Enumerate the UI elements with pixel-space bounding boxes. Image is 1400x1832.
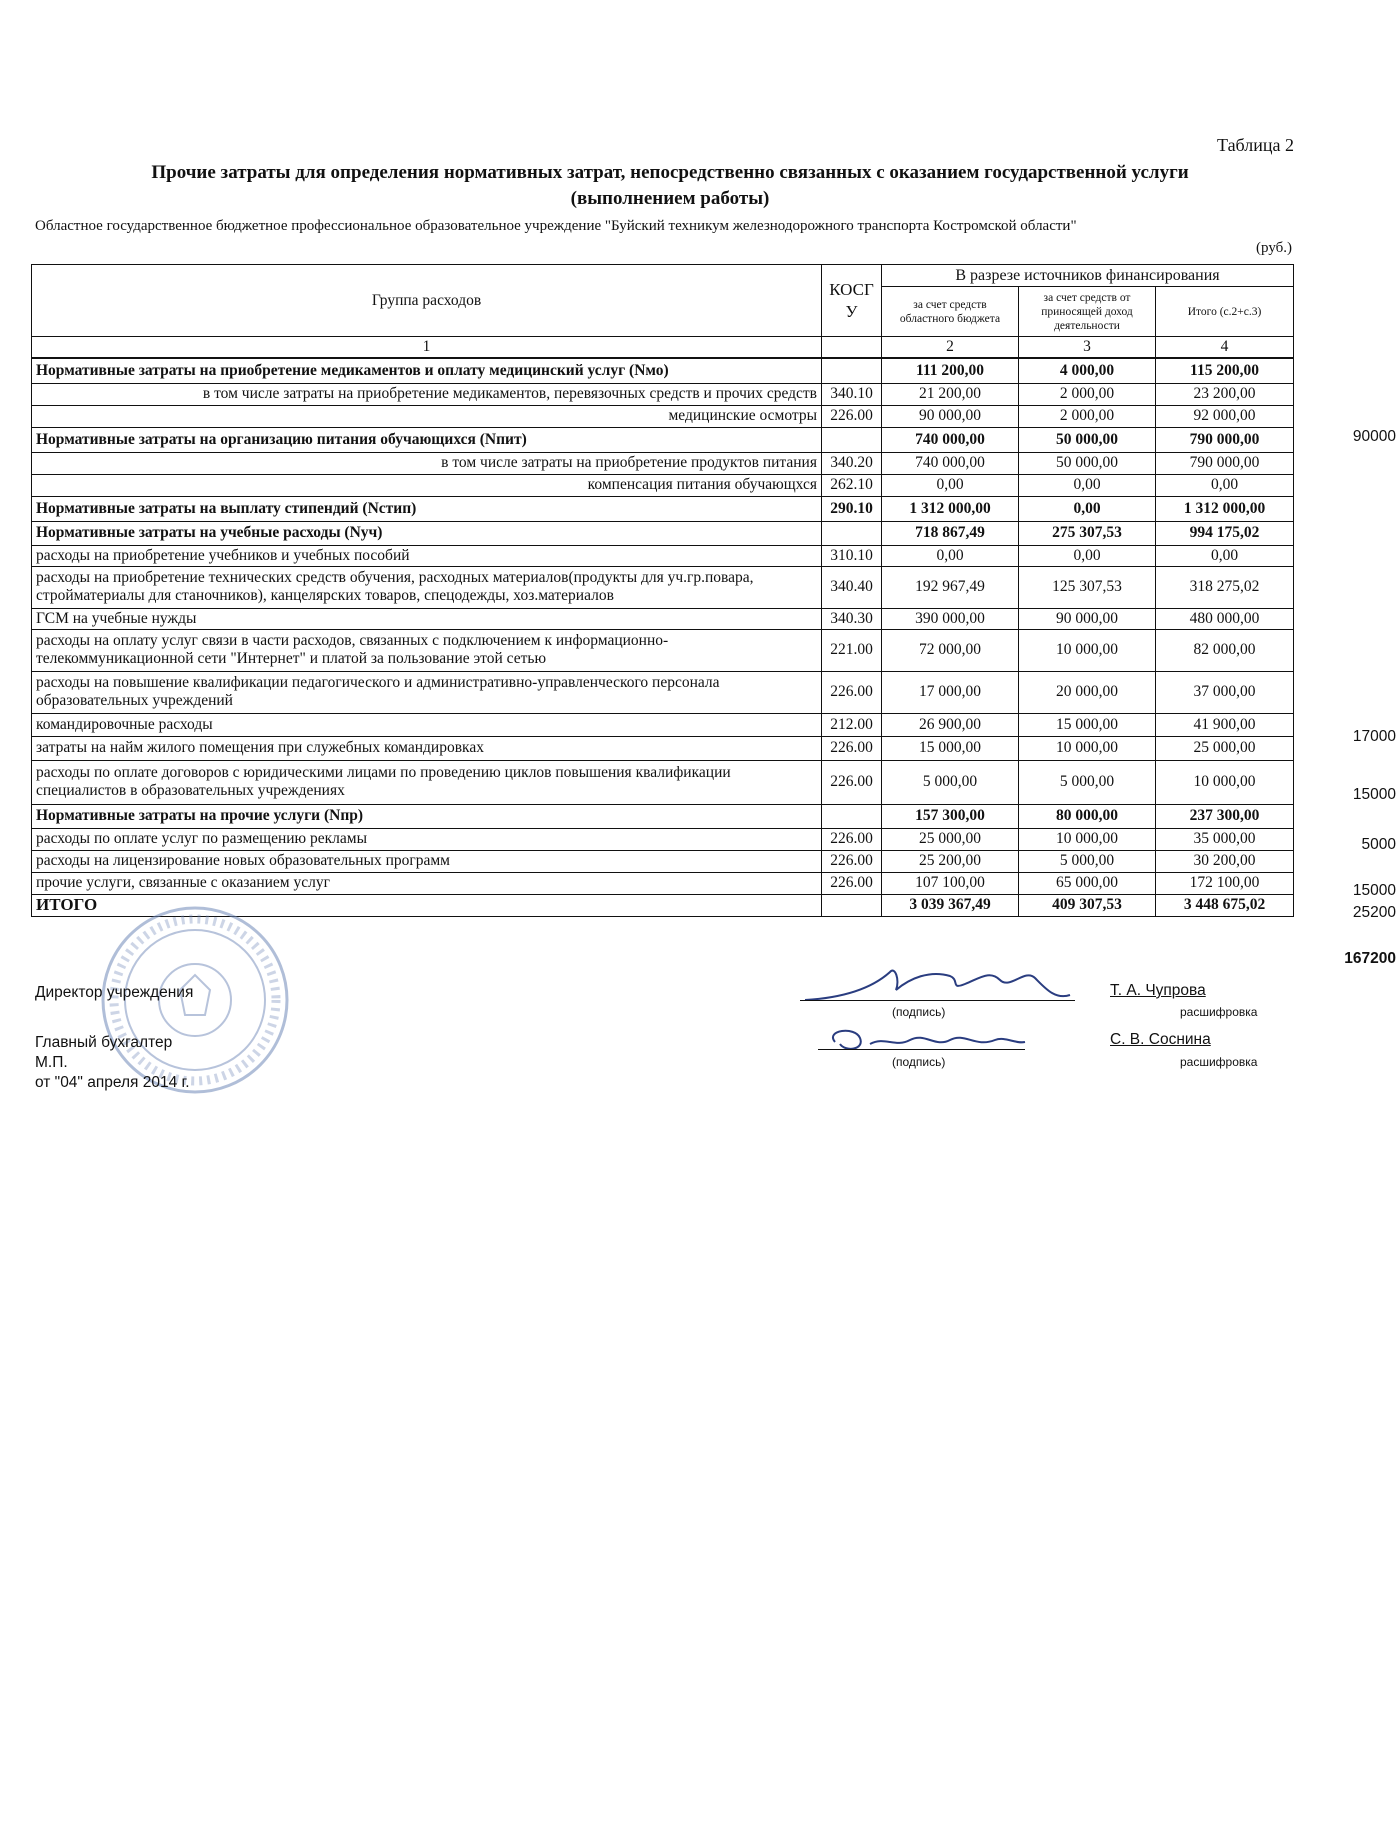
cell-income: 0,00 [1019, 545, 1156, 566]
cell-kosgu: 226.00 [822, 760, 882, 804]
table-row [32, 760, 1294, 804]
cell-kosgu: 340.30 [822, 608, 882, 629]
cell-name: командировочные расходы [32, 713, 822, 736]
cell-total: 1 312 000,00 [1156, 496, 1294, 521]
table-row [32, 545, 1294, 566]
col-num-4: 4 [1156, 337, 1294, 359]
cell-regional: 0,00 [882, 474, 1019, 496]
cell-name: в том числе затраты на приобретение медикаментов, перевязочных средств и прочих средств [32, 383, 822, 405]
col-num-2: 2 [882, 337, 1019, 359]
header-kosgu: КОСГУ [822, 265, 882, 337]
table-row [32, 671, 1294, 713]
title-line-2: (выполнением работы) [570, 188, 770, 209]
cell-total: 790 000,00 [1156, 452, 1294, 474]
cell-total: 23 200,00 [1156, 383, 1294, 405]
accountant-signature-caption: (подпись) [892, 1055, 946, 1069]
cell-regional: 740 000,00 [882, 427, 1019, 452]
table-row [32, 383, 1294, 405]
cell-total: 115 200,00 [1156, 358, 1294, 383]
table-row [32, 405, 1294, 427]
director-decoding-caption: расшифровка [1180, 1005, 1258, 1019]
cell-kosgu: 340.20 [822, 452, 882, 474]
director-signature-line [800, 1000, 1075, 1001]
cell-total: 0,00 [1156, 474, 1294, 496]
cell-name: расходы по оплате договоров с юридическими лицами по проведению циклов повышения квалификации специалистов в образовательных учреждениях [32, 760, 822, 804]
cell-name: медицинские осмотры [32, 405, 822, 427]
cell-name: Нормативные затраты на прочие услуги (Nпр) [32, 804, 822, 828]
cell-regional: 5 000,00 [882, 760, 1019, 804]
expenses-table [31, 264, 1294, 917]
cell-income: 0,00 [1019, 496, 1156, 521]
cell-income: 10 000,00 [1019, 828, 1156, 850]
accountant-signature [815, 1022, 1035, 1058]
cell-income: 50 000,00 [1019, 452, 1156, 474]
cell-total: 92 000,00 [1156, 405, 1294, 427]
side-note: 25200 [1352, 904, 1396, 921]
cell-name: прочие услуги, связанные с оказанием услуг [32, 872, 822, 894]
col-num-3: 3 [1019, 337, 1156, 359]
table-row [32, 474, 1294, 496]
side-note: 17000 [1352, 728, 1396, 745]
cell-income: 90 000,00 [1019, 608, 1156, 629]
cell-total: 10 000,00 [1156, 760, 1294, 804]
cell-name: расходы на повышение квалификации педагогического и административно-управленческого персонала образовательных учреждений [32, 671, 822, 713]
cell-kosgu: 226.00 [822, 736, 882, 760]
table-row [32, 736, 1294, 760]
cell-regional: 17 000,00 [882, 671, 1019, 713]
side-note: 5000 [1361, 836, 1396, 853]
cell-total: 41 900,00 [1156, 713, 1294, 736]
accountant-label: Главный бухгалтер [35, 1034, 173, 1051]
cell-name: компенсация питания обучающхся [32, 474, 822, 496]
document-title [60, 160, 1280, 212]
cell-income: 2 000,00 [1019, 405, 1156, 427]
cell-name: Нормативные затраты на учебные расходы (Nуч) [32, 521, 822, 545]
side-note: 90000 [1352, 428, 1396, 445]
table-row [32, 566, 1294, 608]
cell-total: 3 448 675,02 [1156, 894, 1294, 916]
cell-name: Нормативные затраты на выплату стипендий (Nстип) [32, 496, 822, 521]
table-row [32, 521, 1294, 545]
cell-kosgu: 340.10 [822, 383, 882, 405]
cell-kosgu: 226.00 [822, 405, 882, 427]
table-row [32, 358, 1294, 383]
cell-total: 37 000,00 [1156, 671, 1294, 713]
cell-regional: 15 000,00 [882, 736, 1019, 760]
cell-income: 2 000,00 [1019, 383, 1156, 405]
cell-income: 10 000,00 [1019, 736, 1156, 760]
table-row [32, 629, 1294, 671]
cell-name: расходы на приобретение учебников и учебных пособий [32, 545, 822, 566]
cell-regional: 111 200,00 [882, 358, 1019, 383]
cell-total: 790 000,00 [1156, 427, 1294, 452]
table-row [32, 713, 1294, 736]
cell-total: 172 100,00 [1156, 872, 1294, 894]
table-row [32, 828, 1294, 850]
cell-regional: 0,00 [882, 545, 1019, 566]
cell-regional: 390 000,00 [882, 608, 1019, 629]
cell-income: 15 000,00 [1019, 713, 1156, 736]
cell-regional: 25 000,00 [882, 828, 1019, 850]
header-total: Итого (с.2+с.3) [1156, 287, 1294, 337]
table-row [32, 427, 1294, 452]
currency-note: (руб.) [1256, 240, 1292, 256]
col-num-kosgu [822, 337, 882, 359]
cell-kosgu: 226.00 [822, 828, 882, 850]
organization-name: Областное государственное бюджетное профессиональное образовательное учреждение "Буйский техникум железнодорожного транспорта Костромской области" [35, 218, 1077, 234]
cell-regional: 90 000,00 [882, 405, 1019, 427]
side-note: 167200 [1344, 950, 1396, 967]
cell-kosgu [822, 427, 882, 452]
table-row [32, 452, 1294, 474]
cell-income: 80 000,00 [1019, 804, 1156, 828]
cell-kosgu: 262.10 [822, 474, 882, 496]
cell-regional: 740 000,00 [882, 452, 1019, 474]
header-sources: В разрезе источников финансирования [882, 265, 1294, 287]
side-note: 15000 [1352, 786, 1396, 803]
cell-income: 275 307,53 [1019, 521, 1156, 545]
cell-income: 65 000,00 [1019, 872, 1156, 894]
cell-kosgu: 212.00 [822, 713, 882, 736]
cell-name: в том числе затраты на приобретение продуктов питания [32, 452, 822, 474]
cell-income: 0,00 [1019, 474, 1156, 496]
table-row [32, 804, 1294, 828]
cell-income: 10 000,00 [1019, 629, 1156, 671]
cell-kosgu: 226.00 [822, 671, 882, 713]
cell-kosgu: 310.10 [822, 545, 882, 566]
cell-kosgu [822, 358, 882, 383]
cell-regional: 157 300,00 [882, 804, 1019, 828]
cell-name: Нормативные затраты на организацию питания обучающихся (Nпит) [32, 427, 822, 452]
header-group: Группа расходов [32, 265, 822, 337]
accountant-decoding-caption: расшифровка [1180, 1055, 1258, 1069]
table-row [32, 608, 1294, 629]
cell-name: расходы на оплату услуг связи в части расходов, связанных с подключением к информационно-телекоммуникационной сети "Интернет" и платой за пользование этой сетью [32, 629, 822, 671]
col-num-1: 1 [32, 337, 822, 359]
cell-total: 30 200,00 [1156, 850, 1294, 872]
cell-income: 125 307,53 [1019, 566, 1156, 608]
director-signature-caption: (подпись) [892, 1005, 946, 1019]
cell-regional: 72 000,00 [882, 629, 1019, 671]
accountant-name: С. В. Соснина [1110, 1031, 1211, 1048]
cell-name: расходы по оплате услуг по размещению рекламы [32, 828, 822, 850]
cell-income: 5 000,00 [1019, 850, 1156, 872]
cell-regional: 3 039 367,49 [882, 894, 1019, 916]
cell-income: 20 000,00 [1019, 671, 1156, 713]
cell-regional: 1 312 000,00 [882, 496, 1019, 521]
cell-name: затраты на найм жилого помещения при служебных командировках [32, 736, 822, 760]
accountant-signature-line [818, 1049, 1025, 1050]
cell-kosgu: 226.00 [822, 872, 882, 894]
cell-kosgu [822, 804, 882, 828]
cell-income: 4 000,00 [1019, 358, 1156, 383]
table-row [32, 850, 1294, 872]
cell-name: ГСМ на учебные нужды [32, 608, 822, 629]
cell-total: 480 000,00 [1156, 608, 1294, 629]
cell-total: 237 300,00 [1156, 804, 1294, 828]
cell-regional: 21 200,00 [882, 383, 1019, 405]
cell-total: 35 000,00 [1156, 828, 1294, 850]
cell-name: ИТОГО [32, 894, 822, 916]
cell-income: 5 000,00 [1019, 760, 1156, 804]
header-regional: за счет средств областного бюджета [882, 287, 1019, 337]
cell-regional: 26 900,00 [882, 713, 1019, 736]
cell-total: 82 000,00 [1156, 629, 1294, 671]
cell-total: 994 175,02 [1156, 521, 1294, 545]
table-row [32, 872, 1294, 894]
cell-regional: 718 867,49 [882, 521, 1019, 545]
cell-total: 0,00 [1156, 545, 1294, 566]
document-date: от "04" апреля 2014 г. [35, 1074, 190, 1091]
cell-kosgu [822, 521, 882, 545]
cell-name: расходы на лицензирование новых образовательных программ [32, 850, 822, 872]
cell-kosgu: 226.00 [822, 850, 882, 872]
stamp-place: М.П. [35, 1054, 68, 1071]
side-note: 15000 [1352, 882, 1396, 899]
cell-kosgu [822, 894, 882, 916]
cell-kosgu: 221.00 [822, 629, 882, 671]
cell-kosgu: 340.40 [822, 566, 882, 608]
title-line-1: Прочие затраты для определения нормативных затрат, непосредственно связанных с оказанием государственной услуги [151, 162, 1189, 183]
cell-name: расходы на приобретение технических средств обучения, расходных материалов(продукты для уч.гр.повара, стройматериалы для станочников), канцелярских товаров, спецодежды, хоз.материалов [32, 566, 822, 608]
cell-regional: 107 100,00 [882, 872, 1019, 894]
cell-regional: 192 967,49 [882, 566, 1019, 608]
director-label: Директор учреждения [35, 984, 194, 1001]
table-label: Таблица 2 [1217, 135, 1294, 155]
table-row [32, 496, 1294, 521]
cell-income: 409 307,53 [1019, 894, 1156, 916]
director-name: Т. А. Чупрова [1110, 982, 1206, 999]
cell-name: Нормативные затраты на приобретение медикаментов и оплату медицинский услуг (Nмо) [32, 358, 822, 383]
cell-kosgu: 290.10 [822, 496, 882, 521]
header-income: за счет средств от приносящей доход деятельности [1019, 287, 1156, 337]
cell-regional: 25 200,00 [882, 850, 1019, 872]
cell-income: 50 000,00 [1019, 427, 1156, 452]
director-signature [800, 960, 1090, 1010]
cell-total: 318 275,02 [1156, 566, 1294, 608]
cell-total: 25 000,00 [1156, 736, 1294, 760]
